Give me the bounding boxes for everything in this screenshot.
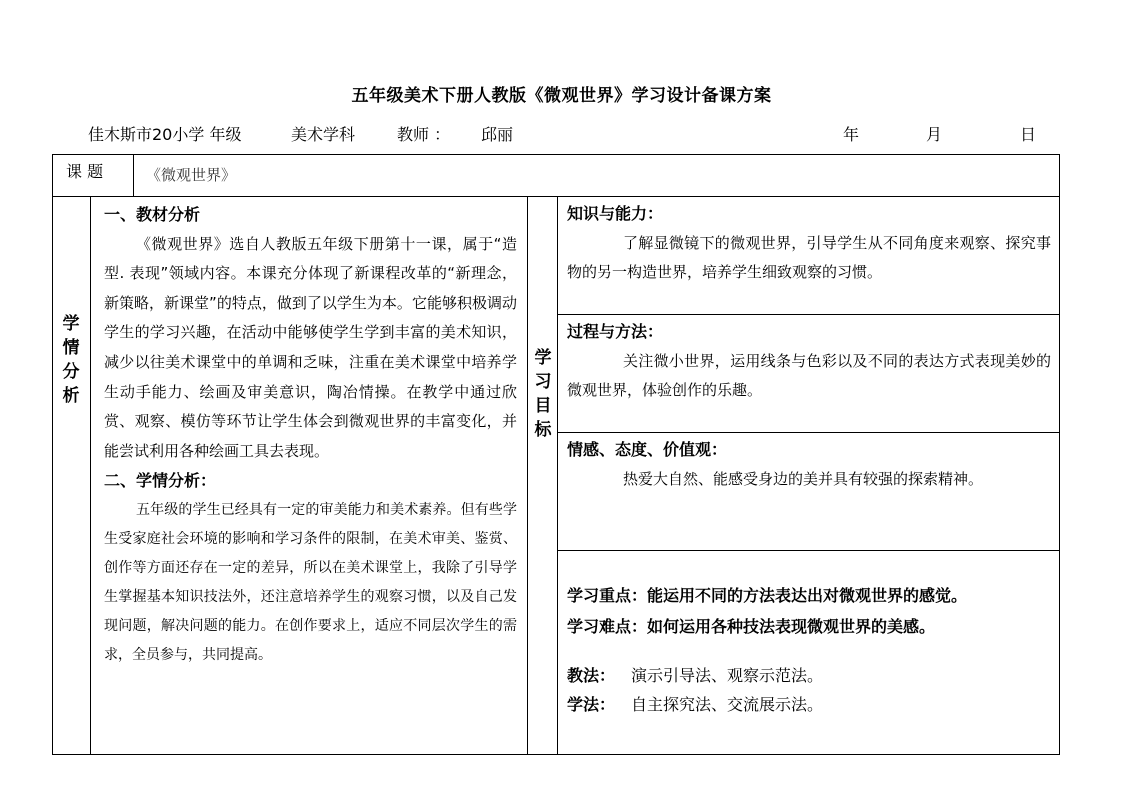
teacher-name: 邱丽 — [481, 125, 514, 144]
difficulty: 学习难点：如何运用各种技法表现微观世界的美感。 — [567, 617, 936, 636]
key-point: 学习重点：能运用不同的方法表达出对微观世界的感觉。 — [567, 586, 968, 605]
table-border-bottom — [52, 754, 1060, 755]
teacher-label: 教师 ： — [397, 125, 451, 144]
textbook-analysis-heading: 一、教材分析 — [104, 205, 201, 224]
process-heading: 过程与方法： — [567, 322, 664, 341]
analysis-label: 学情分析 — [62, 314, 80, 406]
subject: 美术学科 — [291, 125, 356, 144]
knowledge-text: 了解显微镜下的微观世界，引导学生从不同角度来观察、探究事物的另一构造世界，培养学生细致观察的习惯。 — [567, 233, 1051, 282]
focus-cell — [567, 580, 1051, 642]
textbook-analysis-text: 《微观世界》选自人教版五年级下册第十一课，属于“造型. 表现”领域内容。本课充分体现了新课程改革的“新理念，新策略，新课堂”的特点，做到了以学生为本。它能够积极调动学生的学习兴趣，在活动中能够使学生学到丰富的美术知识，减少以往美术课堂中的单调和乏味，注重在美术课堂中培养学生动手能力、绘画及审美意识，陶冶情操。在教学中通过欣赏、观察、模仿等环节让学生体会到微观世界的丰富变化，并能尝试利用各种绘画工具去表现。 — [104, 234, 517, 460]
goals-label: 学习目标 — [534, 348, 552, 440]
knowledge-heading: 知识与能力： — [567, 204, 664, 223]
topic-col-divider — [133, 154, 134, 197]
year-label: 年 — [843, 125, 860, 144]
process-cell — [567, 317, 1051, 406]
learning-method-label: 学法： — [567, 695, 616, 714]
emotion-text: 热爱大自然、能感受身边的美并具有较强的探索精神。 — [623, 469, 984, 488]
emotion-heading: 情感、态度、价值观： — [567, 440, 728, 459]
analysis-goals-divider — [527, 196, 528, 755]
learning-method: 自主探究法、交流展示法。 — [631, 695, 824, 714]
topic-label: 课 题 — [66, 162, 104, 181]
goals-label-divider — [557, 196, 558, 755]
goals-row-divider-1 — [557, 314, 1060, 315]
table-border-right — [1059, 154, 1060, 755]
emotion-cell — [567, 435, 1051, 494]
student-analysis-heading: 二、学情分析： — [104, 471, 217, 491]
process-text: 关注微小世界，运用线条与色彩以及不同的表达方式表现美妙的微观世界，体验创作的乐趣。 — [567, 351, 1051, 400]
goals-row-divider-2 — [557, 432, 1060, 433]
day-label: 日 — [1020, 125, 1037, 144]
topic-value: 《微观世界》 — [146, 166, 237, 184]
analysis-content — [104, 200, 517, 670]
table-border-top — [52, 154, 1060, 155]
teaching-method-label: 教法： — [567, 666, 616, 685]
row-divider-topic — [52, 196, 1060, 197]
goals-row-divider-3 — [557, 550, 1060, 551]
month-label: 月 — [926, 125, 943, 144]
page-title: 五年级美术下册人教版《微观世界》学习设计备课方案 — [351, 86, 772, 106]
student-analysis-text: 五年级的学生已经具有一定的审美能力和美术素养。但有些学生受家庭社会环境的影响和学习条件的限制，在美术审美、鉴赏、创作等方面还存在一定的差异，所以在美术课堂上，我除了引导学生掌握基本知识技法外，还注意培养学生的观察习惯，以及自己发现问题，解决问题的能力。在创作要求上，适应不同层次学生的需求，全员参与，共同提高。 — [104, 501, 517, 663]
school-grade: 佳木斯市20小学 年级 — [88, 125, 242, 144]
teaching-method: 演示引导法、观察示范法。 — [631, 666, 824, 685]
analysis-label-divider — [90, 196, 91, 755]
table-border-left — [52, 154, 53, 755]
knowledge-cell — [567, 199, 1051, 288]
